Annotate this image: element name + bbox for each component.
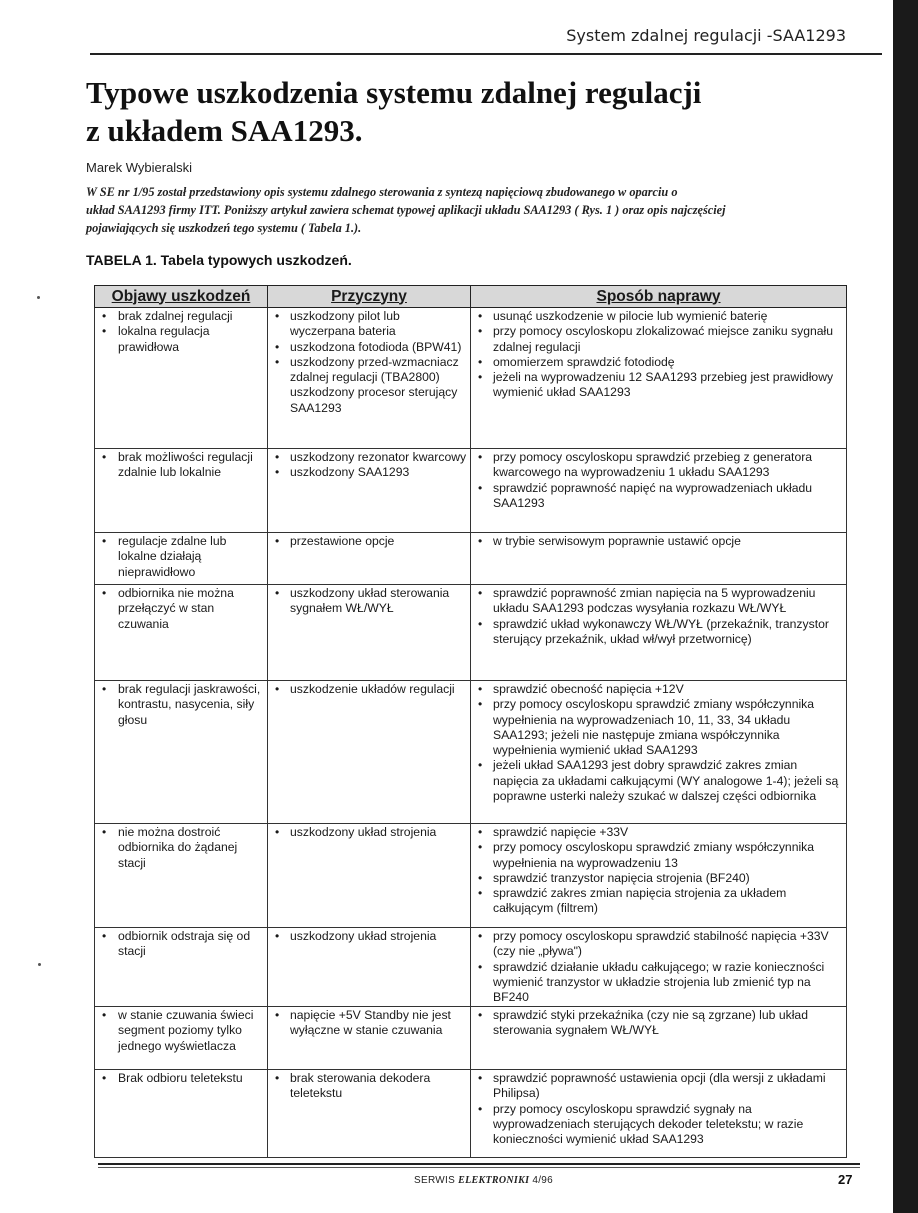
repair-item: • sprawdzić poprawność zmian napięcia na 5 wyprowadzeniu układu SAA1293 podczas wysyłania rozkazu WŁ/WYŁ — [473, 586, 843, 617]
symptom-item: • odbiornika nie można przełączyć w stan czuwania — [97, 586, 264, 632]
causes-list — [270, 586, 467, 617]
table-row — [95, 585, 847, 681]
repair-item: • w trybie serwisowym poprawnie ustawić opcje — [473, 534, 843, 549]
repairs-list — [473, 309, 843, 401]
repair-item: • sprawdzić układ wykonawczy WŁ/WYŁ (przekaźnik, tranzystor sterujący przekaźnik, układ wł/wył przetwornicę) — [473, 617, 843, 648]
repair-item: • sprawdzić poprawność napięć na wyprowadzeniach układu SAA1293 — [473, 481, 843, 512]
symptom-item: • nie można dostroić odbiornika do żądanej stacji — [97, 825, 264, 871]
symptoms-list — [97, 929, 264, 960]
cell-causes — [268, 533, 471, 585]
symptoms-list — [97, 534, 264, 580]
causes-list — [270, 1008, 467, 1039]
cell-repairs — [471, 533, 847, 585]
cell-repairs — [471, 1007, 847, 1070]
repair-item: • sprawdzić styki przekaźnika (czy nie są zgrzane) lub układ sterowania sygnałem WŁ/WYŁ — [473, 1008, 843, 1039]
causes-list — [270, 309, 467, 416]
cause-item: • uszkodzony rezonator kwarcowy — [270, 450, 467, 465]
repair-item: • sprawdzić zakres zmian napięcia strojenia za układem całkującym (filtrem) — [473, 886, 843, 917]
cell-repairs — [471, 928, 847, 1007]
cell-symptoms — [95, 533, 268, 585]
cell-symptoms — [95, 1007, 268, 1070]
footer-magazine — [414, 1175, 553, 1186]
symptoms-list — [97, 825, 264, 871]
cause-item: • napięcie +5V Standby nie jest wyłączne w stanie czuwania — [270, 1008, 467, 1039]
causes-list — [270, 825, 467, 840]
symptoms-list — [97, 450, 264, 481]
cell-causes — [268, 824, 471, 928]
repair-item: • sprawdzić napięcie +33V — [473, 825, 843, 840]
table-row — [95, 308, 847, 449]
article-title — [86, 74, 846, 150]
repair-item: • sprawdzić poprawność ustawienia opcji (dla wersji z układami Philipsa) — [473, 1071, 843, 1102]
repairs-list — [473, 586, 843, 647]
symptoms-list — [97, 309, 264, 355]
repairs-list — [473, 534, 843, 549]
table-row — [95, 928, 847, 1007]
header-symptoms: Objawy uszkodzeń — [95, 286, 268, 308]
table-row — [95, 449, 847, 533]
repairs-list — [473, 1008, 843, 1039]
repair-item: • przy pomocy oscyloskopu sprawdzić przebieg z generatora kwarcowego na wyprowadzeniu 1 układu SAA1293 — [473, 450, 843, 481]
causes-list — [270, 929, 467, 944]
table-row — [95, 681, 847, 824]
cause-item: • uszkodzony SAA1293 — [270, 465, 467, 480]
repair-item: • sprawdzić tranzystor napięcia strojenia (BF240) — [473, 871, 843, 886]
magazine-prefix: SERWIS — [414, 1175, 456, 1186]
table-body — [95, 308, 847, 1158]
table-row — [95, 533, 847, 585]
cell-symptoms — [95, 308, 268, 449]
title-line-1: Typowe uszkodzenia systemu zdalnej regulacji — [86, 75, 702, 110]
cell-causes — [268, 1070, 471, 1158]
repair-item: • przy pomocy oscyloskopu sprawdzić zmiany współczynnika wypełnienia na wyprowadzeniu 13 — [473, 840, 843, 871]
header-causes: Przyczyny — [268, 286, 471, 308]
scan-speck — [37, 296, 40, 299]
cell-symptoms — [95, 824, 268, 928]
table-caption: TABELA 1. Tabela typowych uszkodzeń. — [86, 252, 352, 268]
repair-item: • omomierzem sprawdzić fotodiodę — [473, 355, 843, 370]
repair-item: • przy pomocy oscyloskopu zlokalizować miejsce zaniku sygnału zdalnej regulacji — [473, 324, 843, 355]
footer-rule — [98, 1163, 860, 1165]
cell-causes — [268, 308, 471, 449]
table-row — [95, 1070, 847, 1158]
author-name: Marek Wybieralski — [86, 160, 193, 175]
symptom-item: • brak regulacji jaskrawości, kontrastu, nasycenia, siły głosu — [97, 682, 264, 728]
repair-item: • jeżeli na wyprowadzeniu 12 SAA1293 przebieg jest prawidłowy wymienić układ SAA1293 — [473, 370, 843, 401]
magazine-name: ELEKTRONIKI — [458, 1175, 530, 1186]
repairs-list — [473, 929, 843, 1005]
repair-item: • przy pomocy oscyloskopu sprawdzić sygnały na wyprowadzeniach sterujących dekoder teletekstu; w razie konieczności wymienić układ SAA1293 — [473, 1102, 843, 1148]
cell-repairs — [471, 681, 847, 824]
cell-repairs — [471, 308, 847, 449]
cell-causes — [268, 681, 471, 824]
cause-item: • uszkodzony układ sterowania sygnałem WŁ/WYŁ — [270, 586, 467, 617]
faults-table — [94, 285, 847, 1158]
repair-item: • przy pomocy oscyloskopu sprawdzić stabilność napięcia +33V (czy nie „pływa") — [473, 929, 843, 960]
cell-causes — [268, 449, 471, 533]
magazine-issue: 4/96 — [532, 1175, 554, 1186]
cell-symptoms — [95, 585, 268, 681]
intro-line: układ SAA1293 firmy ITT. Poniższy artykuł zawiera schemat typowej aplikacji układu SAA1293 ( Rys. 1 ) oraz opis najczęściej — [86, 203, 726, 217]
repair-item: • jeżeli układ SAA1293 jest dobry sprawdzić zakres zmian napięcia za układami całkującymi (WY analogowe 1-4); jeżeli są poprawne usterki należy szukać w dalszej części odbiornika — [473, 758, 843, 804]
symptoms-list — [97, 1071, 264, 1086]
cell-symptoms — [95, 928, 268, 1007]
cause-item: • uszkodzenie układów regulacji — [270, 682, 467, 697]
header-rule — [90, 53, 882, 55]
causes-list — [270, 682, 467, 697]
cell-symptoms — [95, 449, 268, 533]
table-row — [95, 1007, 847, 1070]
cell-repairs — [471, 1070, 847, 1158]
intro-line: pojawiających się uszkodzeń tego systemu ( Tabela 1.). — [86, 221, 362, 235]
cell-symptoms — [95, 1070, 268, 1158]
intro-paragraph — [86, 183, 854, 237]
cause-item: • uszkodzony pilot lub wyczerpana bateria — [270, 309, 467, 340]
symptom-item: • w stanie czuwania świeci segment poziomy tylko jednego wyświetlacza — [97, 1008, 264, 1054]
header-repairs: Sposób naprawy — [471, 286, 847, 308]
repair-item: • sprawdzić działanie układu całkującego; w razie konieczności wymienić tranzystor w układzie strojenia lub zmienić typ na BF240 — [473, 960, 843, 1006]
causes-list — [270, 1071, 467, 1102]
repair-item: • sprawdzić obecność napięcia +12V — [473, 682, 843, 697]
cause-item: • uszkodzony układ strojenia — [270, 929, 467, 944]
intro-line: W SE nr 1/95 został przedstawiony opis systemu zdalnego sterowania z syntezą napięciową zbudowanego w oparciu o — [86, 185, 678, 199]
repairs-list — [473, 1071, 843, 1147]
cell-causes — [268, 1007, 471, 1070]
cause-item: • brak sterowania dekodera teletekstu — [270, 1071, 467, 1102]
cell-causes — [268, 585, 471, 681]
cell-causes — [268, 928, 471, 1007]
cause-item: • przestawione opcje — [270, 534, 467, 549]
symptom-item: • regulacje zdalne lub lokalne działają nieprawidłowo — [97, 534, 264, 580]
symptom-item: • Brak odbioru teletekstu — [97, 1071, 264, 1086]
page-number: 27 — [838, 1172, 853, 1187]
title-line-2: z układem SAA1293. — [86, 113, 363, 148]
repairs-list — [473, 682, 843, 804]
cause-item: • uszkodzona fotodioda (BPW41) — [270, 340, 467, 355]
running-header: System zdalnej regulacji -SAA1293 — [566, 26, 846, 45]
cell-repairs — [471, 585, 847, 681]
cell-repairs — [471, 449, 847, 533]
scan-speck — [38, 963, 41, 966]
table-row — [95, 824, 847, 928]
causes-list — [270, 534, 467, 549]
symptoms-list — [97, 1008, 264, 1054]
repair-item: • usunąć uszkodzenie w pilocie lub wymienić baterię — [473, 309, 843, 324]
symptoms-list — [97, 682, 264, 728]
table-header-row — [95, 286, 847, 308]
causes-list — [270, 450, 467, 481]
symptom-item: • odbiornik odstraja się od stacji — [97, 929, 264, 960]
repairs-list — [473, 825, 843, 917]
footer-rule-thin — [98, 1167, 860, 1168]
repairs-list — [473, 450, 843, 511]
cause-item: • uszkodzony układ strojenia — [270, 825, 467, 840]
symptom-item: • brak możliwości regulacji zdalnie lub lokalnie — [97, 450, 264, 481]
symptoms-list — [97, 586, 264, 632]
cause-item: • uszkodzony przed-wzmacniacz zdalnej regulacji (TBA2800) uszkodzony procesor sterujący SAA1293 — [270, 355, 467, 416]
repair-item: • przy pomocy oscyloskopu sprawdzić zmiany współczynnika wypełnienia na wyprowadzeniach 10, 11, 33, 34 układu SAA1293; jeżeli nie następuje zmiana współczynnika wypełnienia wymienić układ SAA1293 — [473, 697, 843, 758]
scan-edge-bar — [893, 0, 918, 1213]
symptom-item: • brak zdalnej regulacji — [97, 309, 264, 324]
cell-symptoms — [95, 681, 268, 824]
symptom-item: • lokalna regulacja prawidłowa — [97, 324, 264, 355]
cell-repairs — [471, 824, 847, 928]
